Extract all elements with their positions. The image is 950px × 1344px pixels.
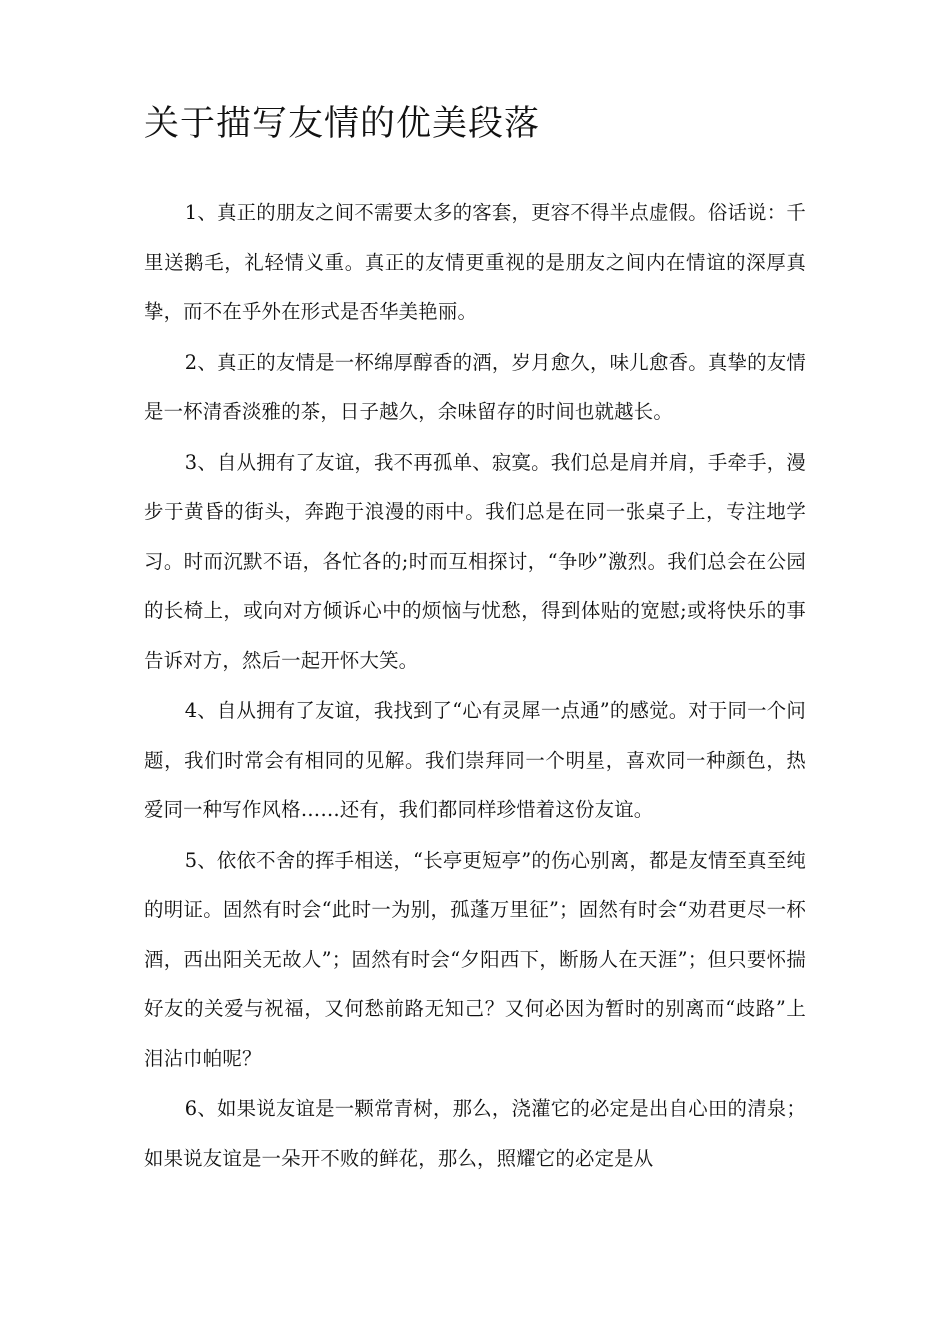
paragraph-2: 2、真正的友情是一杯绵厚醇香的酒，岁月愈久，味儿愈香。真挚的友情是一杯清香淡雅的茶，日子越久，余味留存的时间也就越长。 xyxy=(144,350,806,423)
paragraph-6: 6、如果说友谊是一颗常青树，那么，浇灌它的必定是出自心田的清泉；如果说友谊是一朵开不败的鲜花，那么，照耀它的必定是从 xyxy=(144,1097,806,1170)
paragraph-3: 3、自从拥有了友谊，我不再孤单、寂寞。我们总是肩并肩，手牵手，漫步于黄昏的街头，奔跑于浪漫的雨中。我们总是在同一张桌子上，专注地学习。时而沉默不语，各忙各的;时而互相探讨，“争吵”激烈。我们总会在公园的长椅上，或向对方倾诉心中的烦恼与忧愁，得到体贴的宽慰;或将快乐的事告诉对方，然后一起开怀大笑。 xyxy=(144,450,806,672)
paragraph-1: 1、真正的朋友之间不需要太多的客套，更容不得半点虚假。俗话说：千里送鹅毛，礼轻情义重。真正的友情更重视的是朋友之间内在情谊的深厚真挚，而不在乎外在形式是否华美艳丽。 xyxy=(144,201,806,323)
document-title: 关于描写友情的优美段落 xyxy=(144,104,541,144)
paragraph-4: 4、自从拥有了友谊，我找到了“心有灵犀一点通”的感觉。对于同一个问题，我们时常会有相同的见解。我们崇拜同一个明星，喜欢同一种颜色，热爱同一种写作风格……还有，我们都同样珍惜着这份友谊。 xyxy=(144,699,806,821)
paragraph-5: 5、依依不舍的挥手相送，“长亭更短亭”的伤心别离，都是友情至真至纯的明证。固然有时会“此时一为别，孤蓬万里征”；固然有时会“劝君更尽一杯酒，西出阳关无故人”；固然有时会“夕阳西下，断肠人在天涯”；但只要怀揣好友的关爱与祝福，又何愁前路无知己？又何必因为暂时的别离而“歧路”上泪沾巾帕呢？ xyxy=(144,848,806,1070)
document-body xyxy=(144,188,806,1184)
